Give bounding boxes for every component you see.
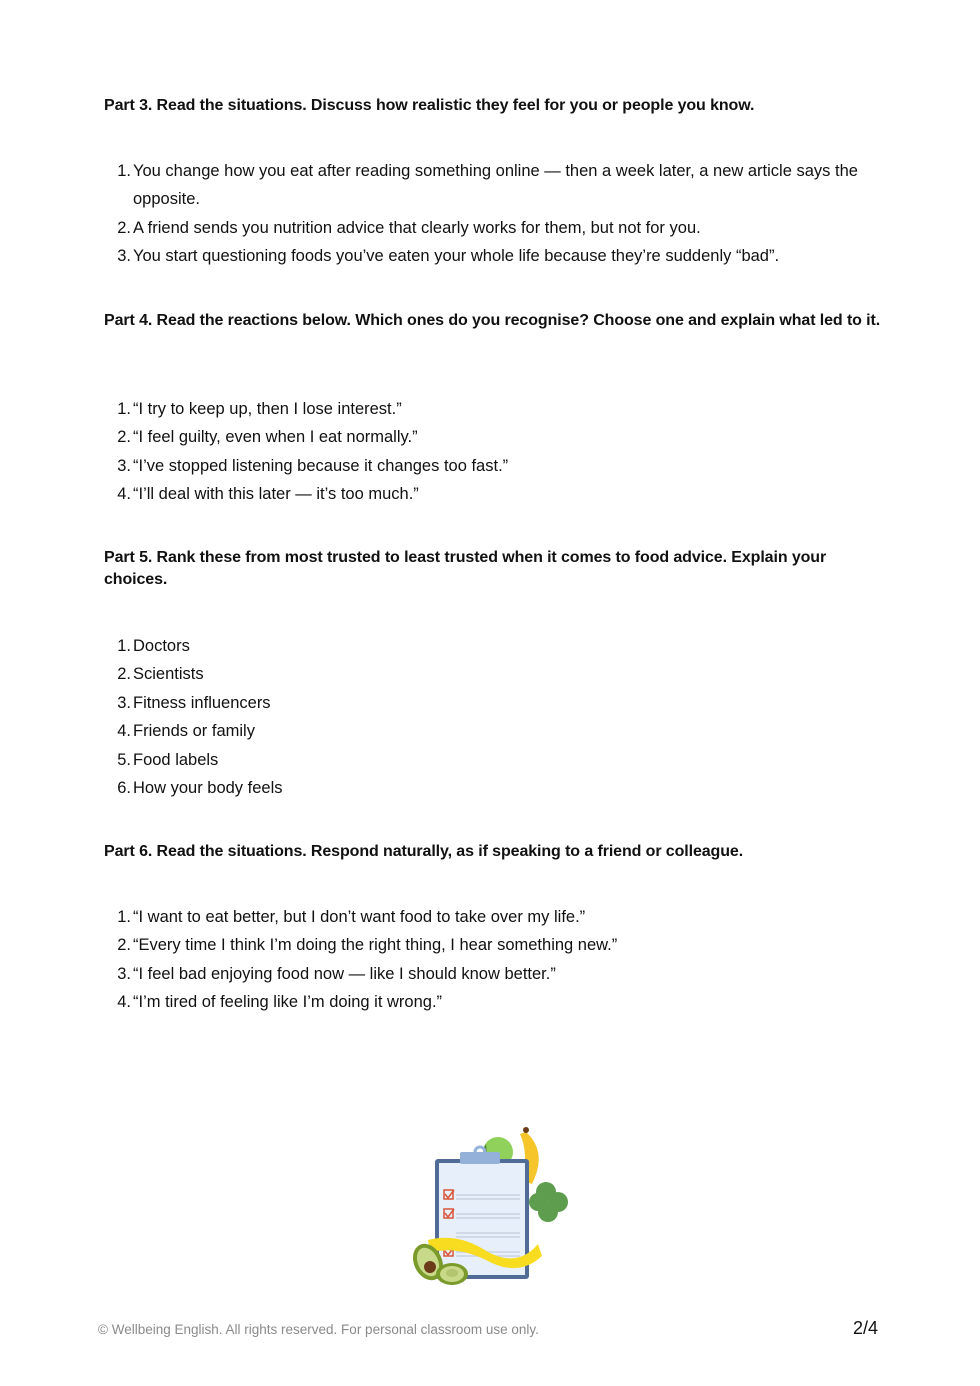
part-3 (104, 95, 884, 266)
list-item: 4. Friends or family (117, 722, 255, 741)
part-4-list (104, 395, 894, 509)
list-item: 2. A friend sends you nutrition advice that clearly works for them, but not for you. (117, 218, 701, 237)
part-3-heading: Part 3. Read the situations. Discuss how realistic they feel for you or people you know. (104, 97, 755, 114)
list-item: 4. “I’ll deal with this later — it’s too much.” (117, 485, 419, 504)
list-item: 5. Food labels (117, 750, 219, 769)
list-item: 1. Doctors (117, 637, 190, 655)
list-item: 3. “I feel bad enjoying food now — like I should know better.” (117, 964, 556, 983)
list-item: 2. “Every time I think I’m doing the right thing, I hear something new.” (117, 936, 618, 955)
part-6-list (104, 903, 894, 1017)
part-5 (104, 547, 884, 798)
list-item: 2. Scientists (117, 665, 204, 684)
list-item: 3. “I’ve stopped listening because it changes too fast.” (117, 456, 509, 475)
part-5-list (104, 632, 894, 802)
part-4-heading: Part 4. Read the reactions below. Which ones do you recognise? Choose one and explain what led to it. (104, 312, 881, 329)
copyright-footer: © Wellbeing English. All rights reserved. For personal classroom use only. (98, 1322, 539, 1337)
part-5-heading: Part 5. Rank these from most trusted to least trusted when it comes to food advice. Explain your choices. (104, 549, 827, 588)
list-item: 1. “I want to eat better, but I don’t want food to take over my life.” (117, 908, 586, 926)
list-item: 1. “I try to keep up, then I lose interest.” (117, 400, 402, 418)
part-6 (104, 841, 884, 1012)
list-item: 3. You start questioning foods you’ve eaten your whole life because they’re suddenly “bad”. (117, 247, 780, 266)
part-6-heading: Part 6. Read the situations. Respond naturally, as if speaking to a friend or colleague. (104, 843, 744, 860)
list-item: 2. “I feel guilty, even when I eat normally.” (117, 428, 418, 447)
list-item: 6. How your body feels (117, 779, 283, 798)
part-4 (104, 310, 884, 504)
list-item: 1. You change how you eat after reading something online — then a week later, a new article says the opposite. (117, 162, 858, 209)
clipboard-illustration (408, 1122, 578, 1297)
page-number: 2/4 (853, 1318, 879, 1338)
list-item: 3. Fitness influencers (117, 693, 271, 712)
part-3-list (104, 157, 894, 271)
list-item: 4. “I’m tired of feeling like I’m doing it wrong.” (117, 993, 443, 1012)
